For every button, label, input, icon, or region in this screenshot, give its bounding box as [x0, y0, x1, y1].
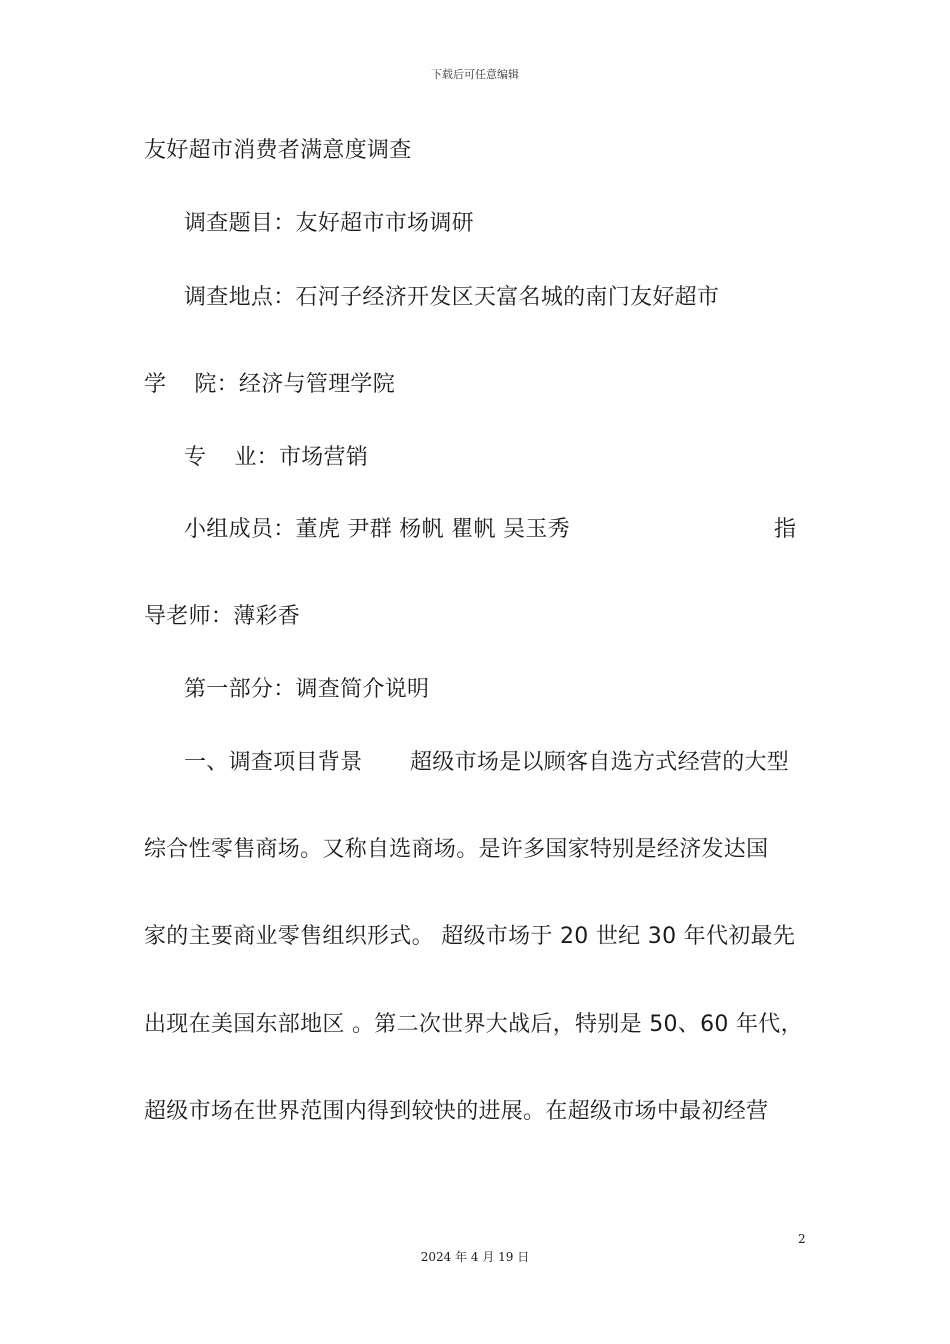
survey-location-label: 调查地点： [184, 285, 296, 310]
advisor-label-start: 指 [774, 517, 797, 542]
major-label-a: 专 [184, 445, 207, 470]
page-number: 2 [798, 1232, 806, 1246]
college-value: 经济与管理学院 [238, 372, 396, 397]
advisor-line [144, 602, 300, 632]
major-label-b: 业： [234, 445, 279, 470]
document-title: 友好超市消费者满意度调查 [144, 138, 412, 163]
members-label: 小组成员： [184, 517, 296, 542]
major-value: 市场营销 [278, 445, 369, 470]
survey-topic-label: 调查题目： [184, 211, 296, 236]
paragraph-line-1: 超级市场是以顾客自选方式经营的大型 [410, 750, 790, 775]
members-line [184, 515, 570, 545]
advisor-value: 薄彩香 [233, 604, 301, 629]
header-note: 下载后可任意编辑 [431, 68, 519, 81]
major-line [184, 443, 368, 473]
paragraph-line-3: 家的主要商业零售组织形式。 超级市场于 20 世纪 30 年代初最先 [144, 924, 796, 949]
college-label-b: 院： [194, 372, 239, 397]
survey-topic-value: 友好超市市场调研 [295, 211, 474, 236]
college-label-a: 学 [144, 372, 167, 397]
members-value: 董虎 尹群 杨帆 瞿帆 吴玉秀 [295, 517, 570, 542]
paragraph-line-2: 综合性零售商场。又称自选商场。是许多国家特别是经济发达国 [144, 837, 769, 862]
advisor-label: 导老师： [144, 604, 234, 629]
college-line [144, 370, 395, 400]
survey-location-value: 石河子经济开发区天富名城的南门友好超市 [295, 285, 720, 310]
part-heading: 第一部分：调查简介说明 [184, 677, 430, 702]
paragraph-line-5: 超级市场在世界范围内得到较快的进展。在超级市场中最初经营 [144, 1099, 769, 1124]
survey-location [184, 283, 719, 313]
section-heading: 一、调查项目背景 [184, 750, 363, 775]
footer-date: 2024 年 4 月 19 日 [420, 1250, 530, 1264]
paragraph-line-4: 出现在美国东部地区 。第二次世界大战后，特别是 50、60 年代， [144, 1012, 803, 1037]
survey-topic [184, 209, 474, 239]
